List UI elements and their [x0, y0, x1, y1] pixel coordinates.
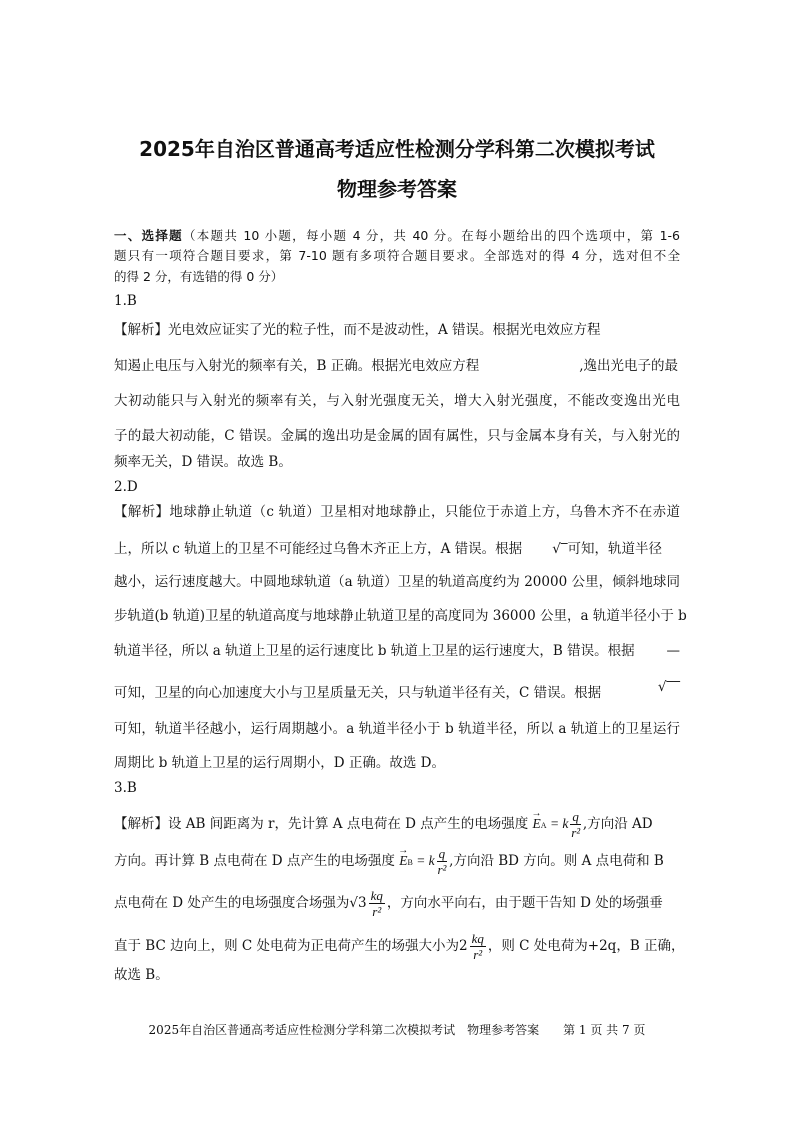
explanation-line: 方向。再计算 B 点电荷在 D 点产生的电场强度: [114, 853, 395, 869]
field-formula-a: → EA = k: [533, 816, 569, 831]
explanation-line: 越小，运行速度越大。中圆地球轨道（a 轨道）卫星的轨道高度约为 20000 公里，倾斜地球同: [114, 574, 680, 590]
explanation-line: 可知，轨道半径越小，运行周期越小。a 轨道半径小于 b 轨道半径，所以 a 轨道上的卫星运行: [114, 721, 680, 737]
explanation-line: 可知，轨道半径: [567, 541, 663, 557]
section-note: 的得 2 分，有选错的得 0 分）: [114, 269, 284, 284]
explanation-line: ,方向沿 AD: [582, 816, 653, 832]
section-heading: 一、选择题: [114, 228, 183, 243]
field-formula-b: → EB = k: [399, 853, 434, 868]
explanation-line: 步轨道(b 轨道)卫星的轨道高度与地球静止轨道卫星的高度同为 36000 公里，a 轨道半径小于 b: [114, 608, 687, 624]
explanation-line: 可知，卫星的向心加速度大小与卫星质量无关，只与轨道半径有关，C 错误。根据: [114, 685, 602, 701]
section-note: 题只有一项符合题目要求，第 7-10 题有多项符合题目要求。全部选对的得 4 分，选对但不全: [114, 248, 680, 263]
sqrt-symbol: √‾: [552, 541, 568, 557]
explanation-line: ，方向水平向右，由于题干告知 D 处的场强垂: [386, 895, 663, 911]
explanation-line: 【解析】光电效应证实了光的粒子性，而不是波动性，A 错误。根据光电效应方程: [114, 322, 601, 338]
page-footer: 2025年自治区普通高考适应性检测分学科第二次模拟考试 物理参考答案 第 1 页 共 7 页: [148, 1023, 646, 1037]
explanation-line: 周期比 b 轨道上卫星的运行周期小，D 正确。故选 D。: [114, 755, 445, 771]
explanation-line: 点电荷在 D 处产生的电场强度合场强为: [114, 895, 350, 911]
explanation-line: 故选 B。: [114, 967, 169, 983]
explanation-line: 频率无关，D 错误。故选 B。: [114, 454, 292, 470]
document-subtitle: 物理参考答案: [337, 177, 457, 201]
explanation-line: 【解析】地球静止轨道（c 轨道）卫星相对地球静止，只能位于赤道上方，乌鲁木齐不在赤道: [114, 504, 680, 520]
answer-label: 1.B: [114, 293, 137, 309]
combined-field-formula: √3 $\frac{kq}{\text{r²}}$: [349, 888, 383, 919]
explanation-line: 上，所以 c 轨道上的卫星不可能经过乌鲁木齐正上方，A 错误。根据: [114, 541, 523, 557]
explanation-line: ，则 C 处电荷为+2q，B 正确，: [487, 938, 685, 954]
explanation-line: 直于 BC 边向上，则 C 处电荷为正电荷产生的场强大小为: [114, 938, 459, 954]
explanation-line: 大初动能只与入射光的频率有关，与入射光强度无关，增大入射光强度，不能改变逸出光电: [114, 393, 680, 409]
answer-label: 2.D: [114, 479, 138, 495]
explanation-line: 知遏止电压与入射光的频率有关，B 正确。根据光电效应方程: [114, 358, 480, 374]
explanation-line: ,逸出光电子的最: [579, 358, 679, 374]
sqrt-symbol: √‾‾: [657, 679, 680, 695]
explanation-line: ,方向沿 BD 方向。则 A 点电荷和 B: [449, 853, 664, 869]
explanation-line: 子的最大初动能，C 错误。金属的逸出功是金属的固有属性，只与金属本身有关，与入射光的: [114, 428, 680, 444]
charge-c-field-formula: 2 $\frac{kq}{\text{r²}}$: [459, 931, 484, 962]
explanation-line: 轨道半径，所以 a 轨道上卫星的运行速度比 b 轨道上卫星的运行速度大，B 错误。根据: [114, 643, 635, 659]
answer-label: 3.B: [114, 780, 137, 796]
section-note: （本题共 10 小题，每小题 4 分，共 40 分。在每小题给出的四个选项中，第 1-6: [182, 228, 680, 243]
document-title: 2025年自治区普通高考适应性检测分学科第二次模拟考试: [139, 137, 655, 161]
explanation-line: 【解析】设 AB 间距离为 r，先计算 A 点电荷在 D 点产生的电场强度: [114, 816, 529, 832]
